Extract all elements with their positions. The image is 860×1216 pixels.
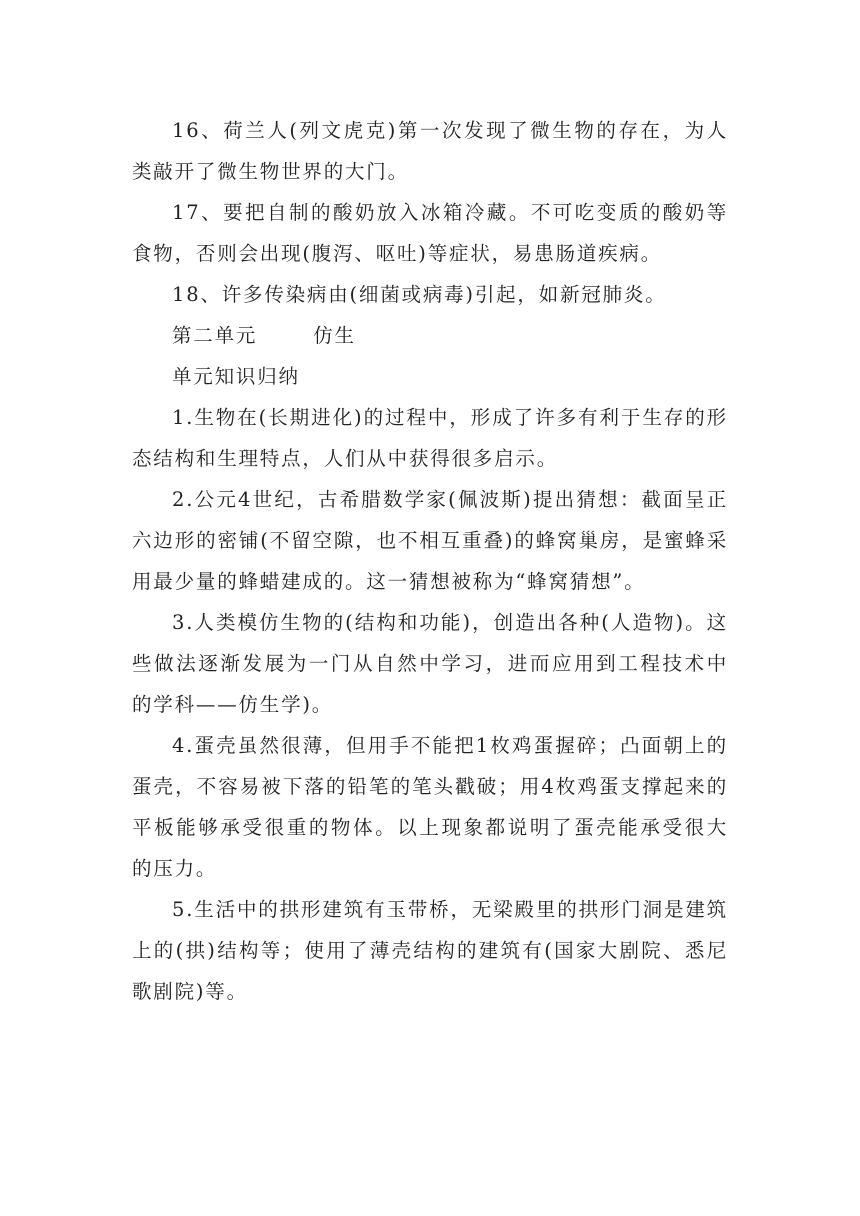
knowledge-item-2: 2.公元4世纪，古希腊数学家(佩波斯)提出猜想：截面呈正六边形的密铺(不留空隙，也不相互重叠)的蜂窝巢房，是蜜蜂采用最少量的蜂蜡建成的。这一猜想被称为“蜂窝猜想”。 <box>132 488 728 593</box>
paragraph-item-17: 17、要把自制的酸奶放入冰箱冷藏。不可吃变质的酸奶等食物，否则会出现(腹泻、呕吐)等症状，易患肠道疾病。 <box>132 201 728 265</box>
unit-heading <box>132 315 728 356</box>
unit-label: 第二单元 <box>172 324 258 347</box>
knowledge-item-3: 3.人类模仿生物的(结构和功能)，创造出各种(人造物)。这些做法逐渐发展为一门从自然中学习，进而应用到工程技术中的学科——仿生学)。 <box>132 611 728 716</box>
paragraph-item-16: 16、荷兰人(列文虎克)第一次发现了微生物的存在，为人类敲开了微生物世界的大门。 <box>132 119 728 183</box>
knowledge-item-1: 1.生物在(长期进化)的过程中，形成了许多有利于生存的形态结构和生理特点，人们从中获得很多启示。 <box>132 406 728 470</box>
knowledge-item-4: 4.蛋壳虽然很薄，但用手不能把1枚鸡蛋握碎；凸面朝上的蛋壳，不容易被下落的铅笔的笔头戳破；用4枚鸡蛋支撑起来的平板能够承受很重的物体。以上现象都说明了蛋壳能承受很大的压力。 <box>132 734 728 880</box>
unit-name: 仿生 <box>313 324 356 347</box>
knowledge-item-5: 5.生活中的拱形建筑有玉带桥，无梁殿里的拱形门洞是建筑上的(拱)结构等；使用了薄壳结构的建筑有(国家大剧院、悉尼歌剧院)等。 <box>132 898 728 1003</box>
section-title: 单元知识归纳 <box>172 365 300 388</box>
paragraph-item-18: 18、许多传染病由(细菌或病毒)引起，如新冠肺炎。 <box>172 283 667 306</box>
document-body <box>132 110 728 1012</box>
